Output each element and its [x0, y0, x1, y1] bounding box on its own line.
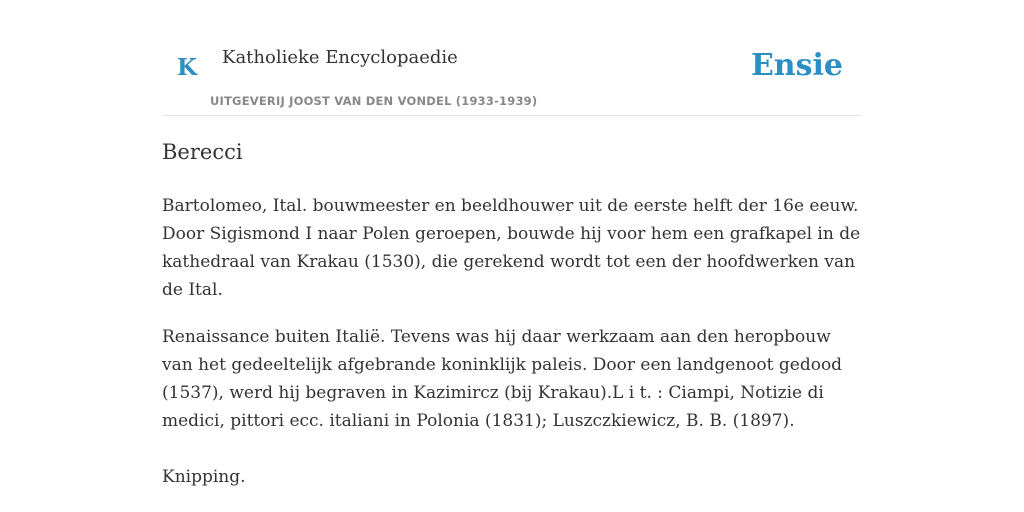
- article-title: Berecci: [162, 140, 243, 164]
- article-paragraph-2: Renaissance buiten Italië. Tevens was hij daar werkzaam aan den heropbouw van het gedeeltelijk afgebrande koninklijk paleis. Door een landgenoot gedood (1537), werd hij begraven in Kazimircz (bij Krakau).L i t. : Ciampi, Notizie di medici, pittori ecc. italiani in Polonia (1831); Luszczkiewicz, B. B. (1897).: [162, 327, 843, 431]
- article-author: Knipping.: [162, 467, 246, 487]
- site-header: [162, 36, 862, 116]
- site-title[interactable]: Katholieke Encyclopaedie: [222, 47, 458, 68]
- logo-icon[interactable]: K: [177, 54, 197, 81]
- brand-logo[interactable]: Ensie: [750, 48, 843, 83]
- publisher-subtitle: UITGEVERIJ JOOST VAN DEN VONDEL (1933-1939): [210, 94, 538, 108]
- article-paragraph-1: Bartolomeo, Ital. bouwmeester en beeldhouwer uit de eerste helft der 16e eeuw. Door Sigismond I naar Polen geroepen, bouwde hij voor hem een grafkapel in de kathedraal van Krakau (1530), die gerekend wordt tot een der hoofdwerken van de Ital.: [162, 196, 861, 300]
